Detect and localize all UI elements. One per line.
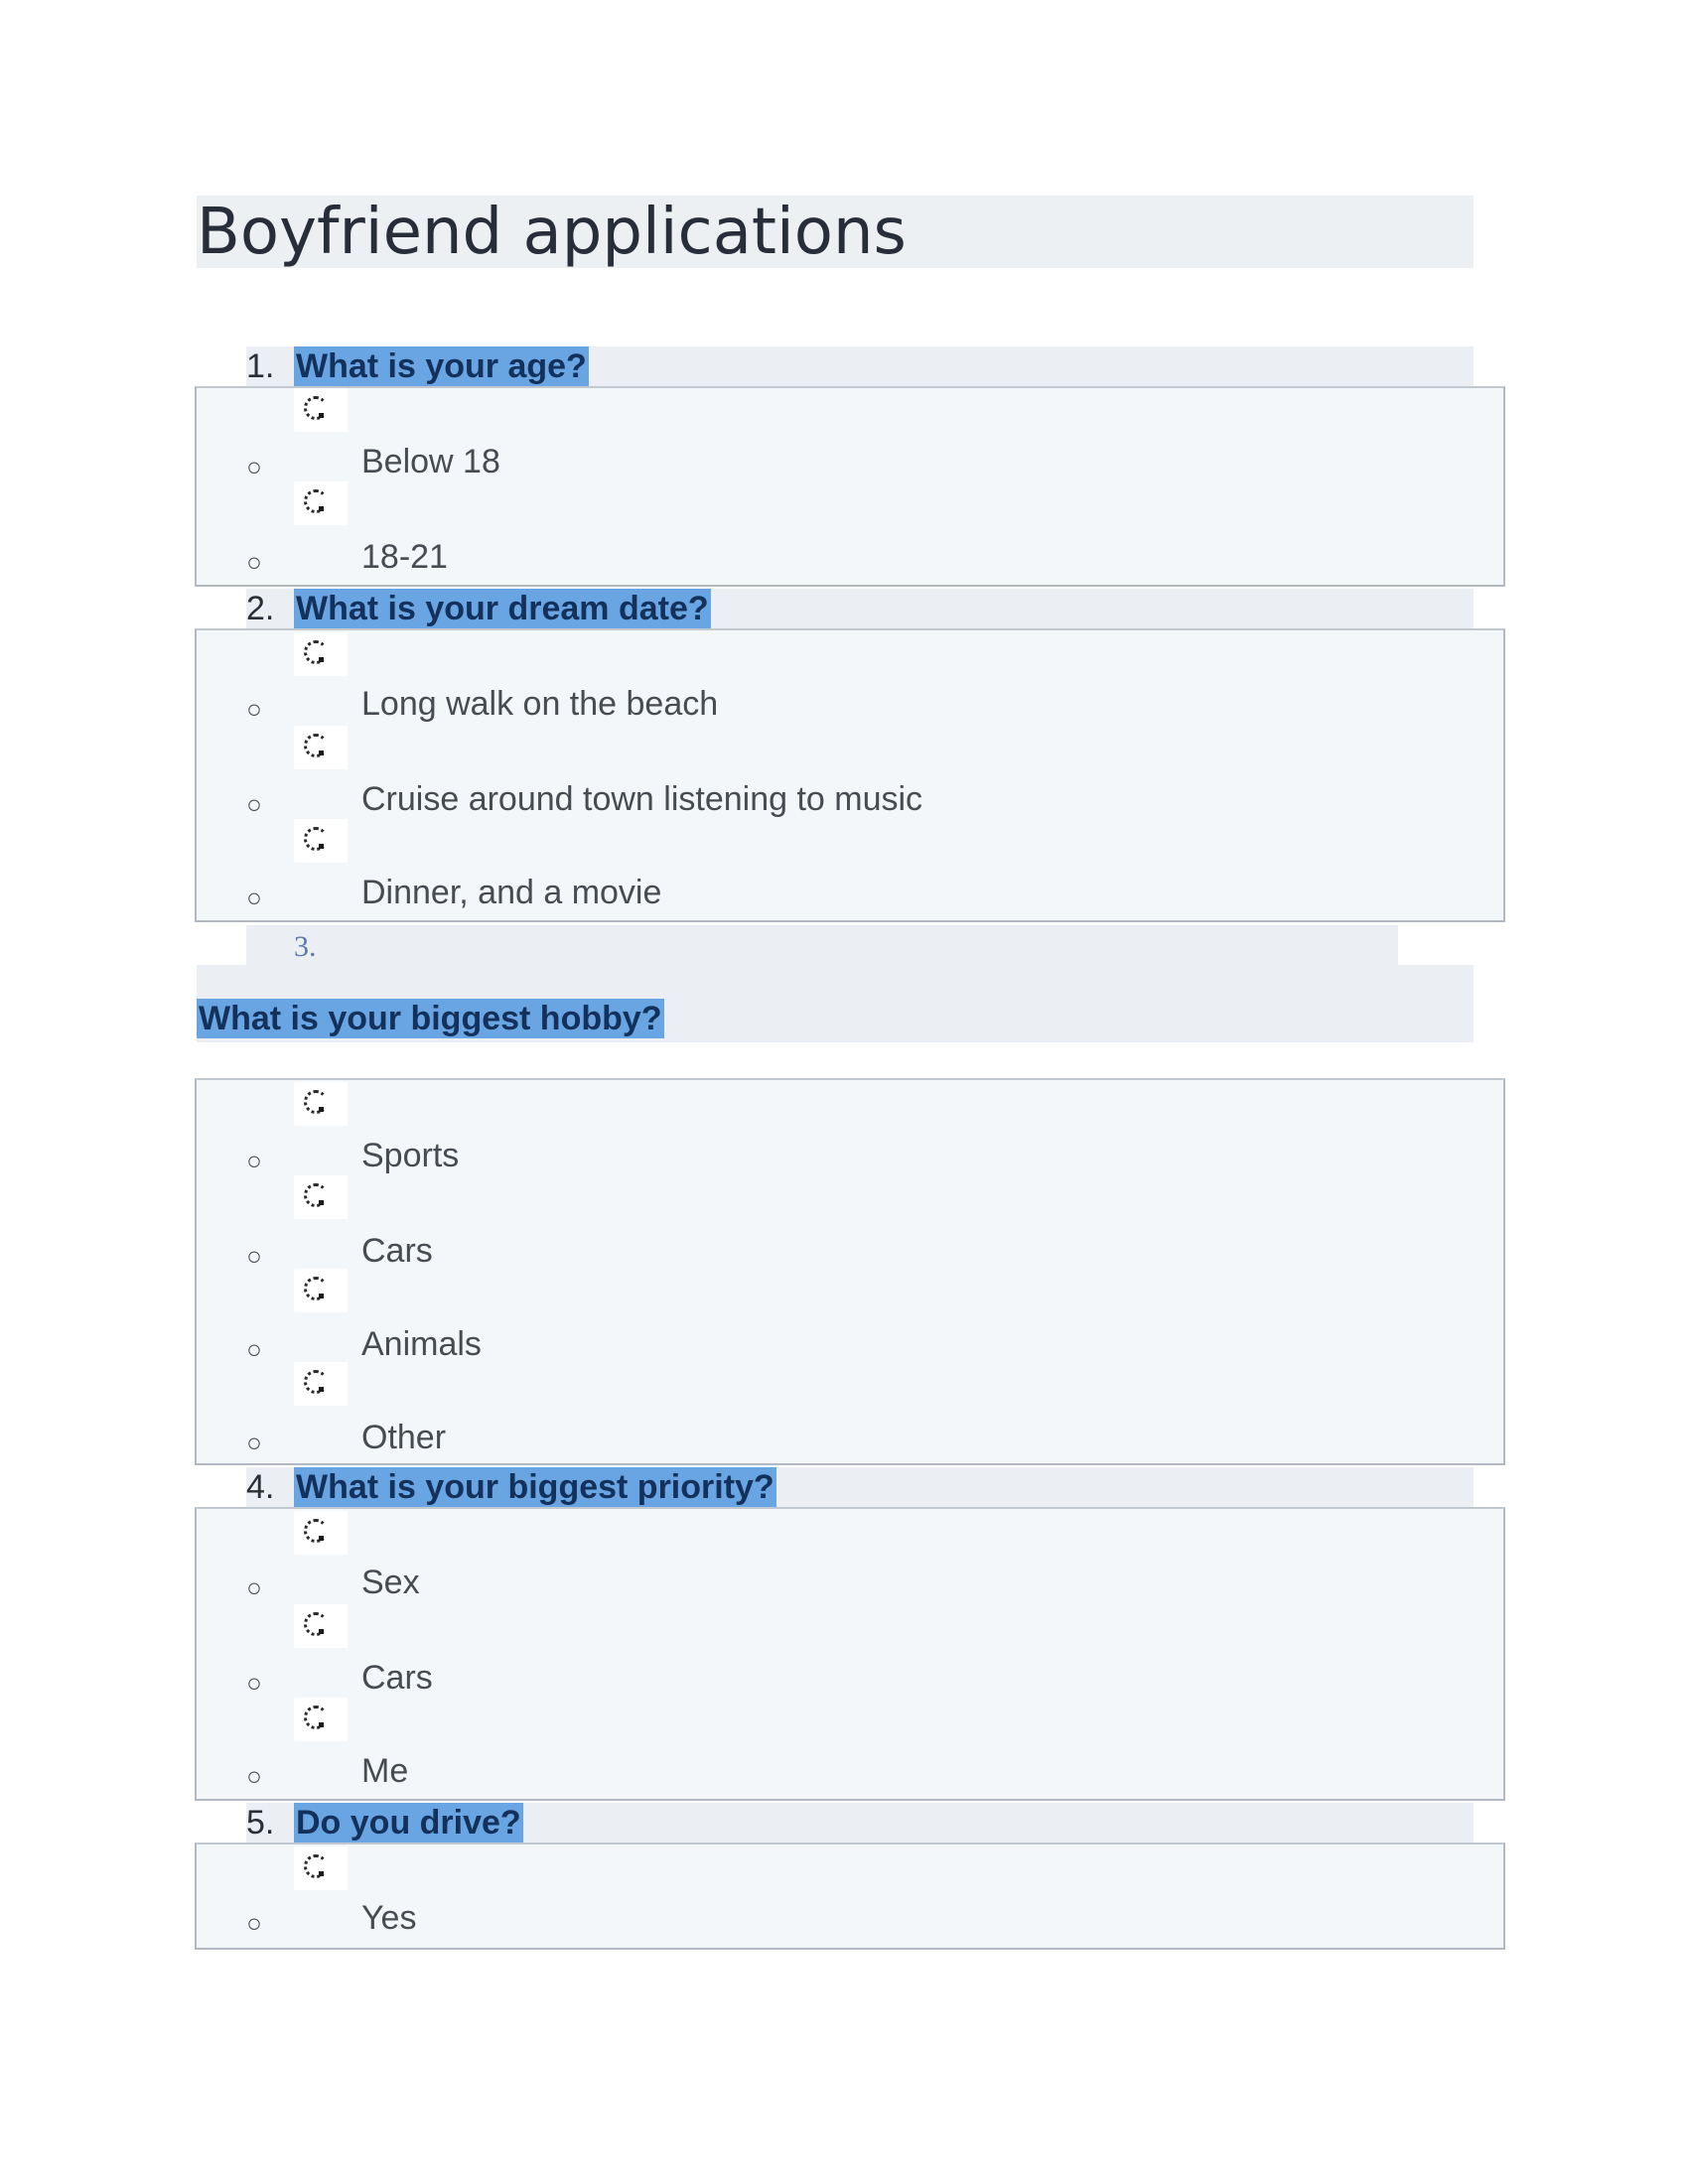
question-number: 2. — [246, 590, 275, 627]
radio-button[interactable] — [294, 1604, 348, 1648]
answer-box-4 — [195, 1507, 1505, 1801]
bullet: ○ — [246, 1241, 262, 1271]
radio-button[interactable] — [294, 819, 348, 863]
loading-spinner-icon — [304, 640, 328, 664]
answer-box-5 — [195, 1843, 1505, 1950]
loading-spinner-icon — [304, 1277, 328, 1300]
radio-button[interactable] — [294, 1175, 348, 1219]
radio-button[interactable] — [294, 388, 348, 432]
question-5-text: Do you drive? — [296, 1804, 521, 1842]
option-label: Other — [361, 1419, 447, 1456]
loading-spinner-icon — [304, 1183, 328, 1207]
bullet: ○ — [246, 1428, 262, 1457]
loading-spinner-icon — [304, 827, 328, 851]
bullet: ○ — [246, 1761, 262, 1791]
loading-spinner-icon — [304, 1519, 328, 1543]
bullet: ○ — [246, 883, 262, 912]
bullet: ○ — [246, 1668, 262, 1698]
option-label: Dinner, and a movie — [361, 874, 662, 911]
bullet: ○ — [246, 1146, 262, 1175]
option-label: Long walk on the beach — [361, 685, 719, 723]
answer-box-1 — [195, 386, 1505, 587]
loading-spinner-icon — [304, 396, 328, 420]
loading-spinner-icon — [304, 1370, 328, 1394]
loading-spinner-icon — [304, 1612, 328, 1636]
loading-spinner-icon — [304, 734, 328, 757]
bullet: ○ — [246, 1334, 262, 1364]
radio-button[interactable] — [294, 1082, 348, 1126]
question-3-text: What is your biggest hobby? — [199, 1000, 662, 1037]
option-label: Yes — [361, 1899, 417, 1937]
question-2-text: What is your dream date? — [296, 590, 709, 627]
radio-button[interactable] — [294, 481, 348, 525]
option-label: Cars — [361, 1659, 433, 1697]
bullet: ○ — [246, 547, 262, 577]
loading-spinner-icon — [304, 1706, 328, 1729]
bullet: ○ — [246, 694, 262, 724]
question-number: 1. — [246, 347, 275, 385]
question-number: 4. — [246, 1468, 275, 1506]
radio-button[interactable] — [294, 1511, 348, 1555]
bullet: ○ — [246, 789, 262, 819]
radio-button[interactable] — [294, 1846, 348, 1890]
option-label: Sex — [361, 1564, 420, 1601]
bullet: ○ — [246, 452, 262, 481]
option-label: Below 18 — [361, 443, 500, 480]
answer-box-3 — [195, 1078, 1505, 1465]
option-label: Animals — [361, 1325, 482, 1363]
question-number: 5. — [246, 1804, 275, 1842]
question-strip — [246, 925, 1398, 965]
option-label: Sports — [361, 1137, 460, 1174]
question-1-text: What is your age? — [296, 347, 587, 385]
radio-button[interactable] — [294, 726, 348, 769]
bullet: ○ — [246, 1908, 262, 1938]
loading-spinner-icon — [304, 489, 328, 513]
radio-button[interactable] — [294, 632, 348, 676]
option-label: 18-21 — [361, 538, 448, 576]
question-4-text: What is your biggest priority? — [296, 1468, 774, 1506]
question-number: 3. — [294, 930, 317, 963]
option-label: Cruise around town listening to music — [361, 780, 923, 818]
option-label: Me — [361, 1752, 409, 1790]
bullet: ○ — [246, 1572, 262, 1602]
page-title: Boyfriend applications — [197, 196, 907, 269]
option-label: Cars — [361, 1232, 433, 1270]
loading-spinner-icon — [304, 1854, 328, 1878]
radio-button[interactable] — [294, 1269, 348, 1312]
radio-button[interactable] — [294, 1362, 348, 1406]
loading-spinner-icon — [304, 1090, 328, 1114]
answer-box-2 — [195, 628, 1505, 922]
radio-button[interactable] — [294, 1698, 348, 1741]
